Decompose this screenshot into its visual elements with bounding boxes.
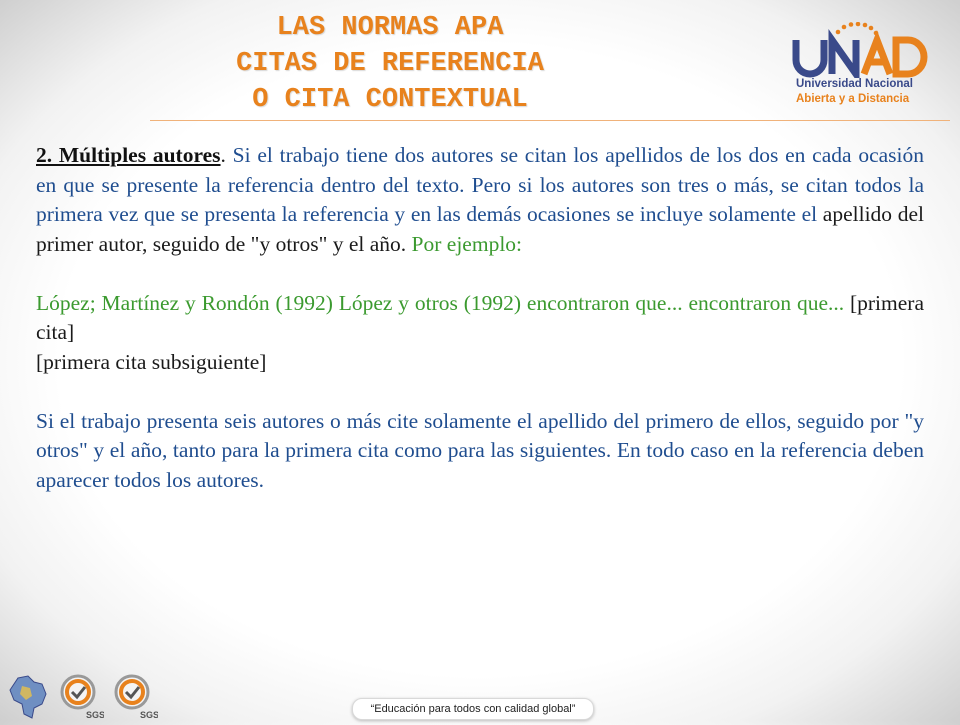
footer-slogan: “Educación para todos con calidad global” [352,698,594,720]
paragraph-multiple-authors [36,141,924,259]
title-line-2: CITAS DE REFERENCIA [236,49,544,79]
footer-logos [0,670,180,720]
unad-wordmark-icon [790,22,932,78]
slide-body [36,141,924,495]
spacer [36,259,924,289]
paragraph-example [36,289,924,348]
lead-punctuation: . [220,143,226,167]
slide-title [150,10,630,118]
example-citation: López; Martínez y Rondón (1992) López y otros (1992) encontraron que... encontraron que... [36,290,845,315]
unad-logo [790,4,932,108]
header-divider [150,120,950,121]
section-lead: 2. Múltiples autores [36,143,221,167]
title-line-1: LAS NORMAS APA [276,13,504,43]
sgs-certification-icon [110,672,158,720]
paragraph-subsequent: [primera cita subsiguiente] [36,349,267,374]
example-intro: Por ejemplo: [406,231,523,256]
example-label: [primera cita] [36,290,925,344]
spacer [36,377,924,407]
paragraph-text-blue: Si el trabajo tiene dos autores se citan los apellidos de los dos en cada ocasión en que se presente la referencia dentro del texto. Pero si los autores son tres o más, se citan todos la primera vez que se presenta la referencia y en las demás ocasiones se incluye solamente el [36,143,924,226]
paragraph-text-black: apellido del primer autor, seguido de "y otros" y el año. [36,202,924,256]
university-name-line-2: Abierta y a Distancia [796,93,910,105]
colombia-map-icon [4,674,52,720]
sgs-badge-label-1: SGS [86,710,104,720]
university-name-line-1: Universidad Nacional [796,78,913,90]
sgs-badge-label-2: SGS [140,710,158,720]
paragraph-six-authors: Si el trabajo presenta seis autores o más cite solamente el apellido del primero de ellos, seguido por "y otros" y el año, tanto para la primera cita como para las siguientes. En todo caso en la referencia deben aparecer todos los autores. [36,408,924,492]
sgs-certification-icon [56,672,104,720]
title-line-3: O CITA CONTEXTUAL [252,85,528,115]
